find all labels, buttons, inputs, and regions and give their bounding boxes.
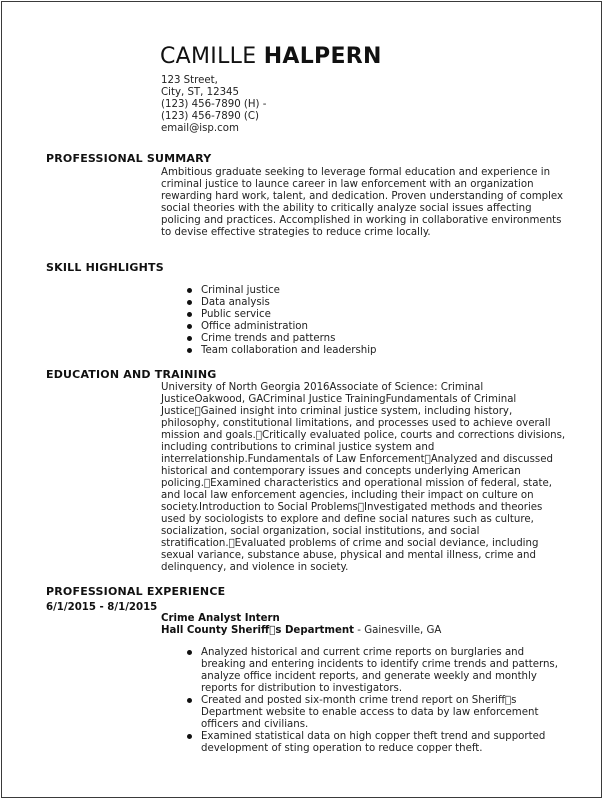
contact-block: [161, 75, 266, 135]
duty-item: Analyzed historical and current crime reports on burglaries and breaking and entering incidents to identify crime trends and patterns, analyze office incident reports, and generate weekly and monthly reports for distribution to investigators.: [186, 647, 566, 695]
job-title: Crime Analyst Intern: [161, 613, 280, 624]
skill-item: Data analysis: [186, 297, 377, 309]
duty-item: Created and posted six-month crime trend report on Sheriff s Department website to enable access to data by law enforcement officers and civilians.: [186, 695, 566, 731]
employer-name: Hall County Sheriff s Department: [161, 625, 355, 636]
candidate-name: [160, 44, 382, 69]
contact-street: 123 Street,: [161, 75, 218, 86]
employer-location: - Gainesville, GA: [354, 625, 442, 636]
skills-heading: SKILL HIGHLIGHTS: [46, 261, 164, 274]
resume-page: [1, 1, 602, 798]
employer-line: [161, 625, 441, 636]
skills-list: [186, 285, 377, 357]
first-name: CAMILLE: [160, 44, 257, 69]
job-dates: 6/1/2015 - 8/1/2015: [46, 602, 158, 613]
summary-heading: PROFESSIONAL SUMMARY: [46, 152, 212, 165]
contact-email: email@isp.com: [161, 123, 239, 134]
skill-item: Office administration: [186, 321, 377, 333]
education-heading: EDUCATION AND TRAINING: [46, 368, 217, 381]
skill-item: Criminal justice: [186, 285, 377, 297]
duties-list: [186, 647, 566, 755]
last-name: HALPERN: [263, 44, 382, 69]
skill-item: Crime trends and patterns: [186, 333, 377, 345]
education-text: University of North Georgia 2016Associate of Science: Criminal JusticeOakwood, GACriminal Justice TrainingFundamentals of Criminal Justice Gained insight into criminal justice system, including history, philosophy, constitutional limitations, and processes used to achieve overall mission and goals. Critically evaluated police, courts and corrections divisions, including contributions to criminal justice system and interrelationship.Fundamentals of Law Enforcement Analyzed and discussed historical and contemporary issues and concepts underlying American policing. Examined characteristics and operational mission of federal, state, and local law enforcement agencies, including their impact on culture on society.Introduction to Social Problems Investigated methods and theories used by sociologists to explore and define social natures such as culture, socialization, social organization, social institutions, and social stratification. Evaluated problems of crime and social deviance, including sexual variance, substance abuse, physical and mental illness, crime and delinquency, and violence in society.: [161, 382, 566, 573]
contact-city: City, ST, 12345: [161, 87, 240, 98]
summary-text: Ambitious graduate seeking to leverage formal education and experience in criminal justice to launce career in law enforcement with an organization rewarding hard work, talent, and dedication. Proven understanding of complex social theories with the ability to critically analyze social issues affecting policing and practices. Accomplished in working in collaborative environments to devise effective strategies to reduce crime locally.: [161, 167, 564, 238]
duty-item: Examined statistical data on high copper theft trend and supported development of sting operation to reduce copper theft.: [186, 731, 566, 755]
contact-cell-phone: (123) 456-7890 (C): [161, 111, 259, 122]
skill-item: Public service: [186, 309, 377, 321]
skill-item: Team collaboration and leadership: [186, 345, 377, 357]
experience-heading: PROFESSIONAL EXPERIENCE: [46, 585, 226, 598]
contact-home-phone: (123) 456-7890 (H) -: [161, 99, 267, 110]
